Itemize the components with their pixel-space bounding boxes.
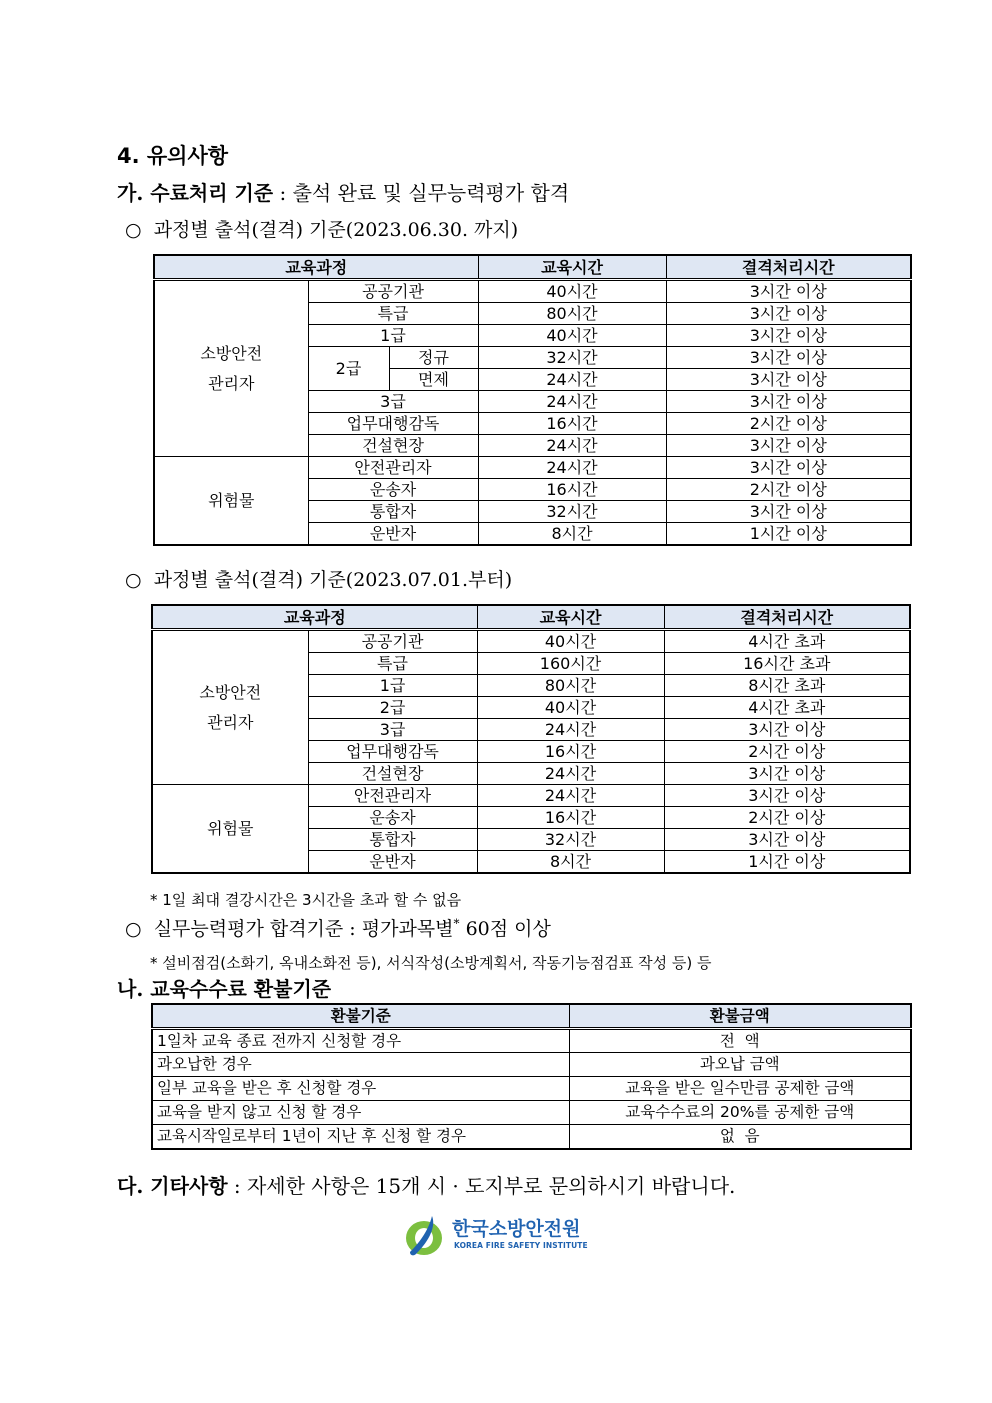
header-criteria: 환불기준 (152, 1004, 569, 1029)
hours-cell: 80시간 (477, 675, 664, 697)
hours-cell: 16시간 (478, 479, 666, 501)
hours-cell: 24시간 (477, 785, 664, 807)
table2-heading (125, 565, 512, 592)
limit-cell: 4시간 초과 (664, 630, 910, 653)
amount-cell: 전 액 (569, 1029, 911, 1053)
criteria-cell: 1일차 교육 종료 전까지 신청할 경우 (152, 1029, 569, 1053)
bullet-circle-icon: ○ (125, 219, 142, 241)
table-row (154, 280, 911, 303)
course-cell: 안전관리자 (308, 457, 478, 479)
course-cell: 특급 (308, 653, 477, 675)
kfsi-emblem-icon (402, 1214, 448, 1258)
hours-cell: 24시간 (478, 457, 666, 479)
refund-table (151, 1003, 912, 1150)
hours-cell: 32시간 (478, 347, 666, 369)
hours-cell: 8시간 (477, 851, 664, 874)
header-limit: 결격처리시간 (664, 605, 910, 630)
amount-cell: 교육을 받은 일수만큼 공제한 금액 (569, 1077, 911, 1101)
course-cell: 통합자 (308, 829, 477, 851)
hours-cell: 40시간 (478, 325, 666, 347)
limit-cell: 3시간 이상 (666, 347, 911, 369)
evaluation-score: 60점 이상 (459, 918, 551, 940)
limit-cell: 4시간 초과 (664, 697, 910, 719)
group-label-line2: 관리자 (207, 712, 254, 732)
limit-cell: 3시간 이상 (666, 369, 911, 391)
hours-cell: 80시간 (478, 303, 666, 325)
limit-cell: 3시간 이상 (664, 785, 910, 807)
kfsi-logo (402, 1214, 602, 1258)
course-cell: 1급 (308, 325, 478, 347)
logo-name-english: KOREA FIRE SAFETY INSTITUTE (454, 1241, 588, 1250)
group-label-line1: 소방안전 (200, 343, 263, 363)
course-cell: 1급 (308, 675, 477, 697)
limit-cell: 3시간 이상 (664, 829, 910, 851)
table-row (152, 1101, 911, 1125)
header-hours: 교육시간 (478, 255, 666, 280)
header-course: 교육과정 (152, 605, 477, 630)
course-cell: 3급 (308, 719, 477, 741)
course-cell: 업무대행감독 (308, 413, 478, 435)
table-header-row (154, 255, 911, 280)
attendance-table-before (153, 254, 912, 546)
hours-cell: 24시간 (478, 435, 666, 457)
table-row (152, 630, 910, 653)
table1-heading (125, 215, 518, 242)
table-row (152, 1077, 911, 1101)
criteria-cell: 교육시작일로부터 1년이 지난 후 신청 할 경우 (152, 1125, 569, 1149)
hours-cell: 24시간 (478, 369, 666, 391)
hours-cell: 160시간 (477, 653, 664, 675)
limit-cell: 3시간 이상 (664, 719, 910, 741)
limit-cell: 3시간 이상 (666, 457, 911, 479)
limit-cell: 1시간 이상 (664, 851, 910, 874)
group-fire-safety-manager (154, 280, 308, 457)
course-cell: 운송자 (308, 807, 477, 829)
header-amount: 환불금액 (569, 1004, 911, 1029)
hours-cell: 24시간 (477, 719, 664, 741)
hours-cell: 16시간 (477, 807, 664, 829)
hours-cell: 8시간 (478, 523, 666, 546)
limit-cell: 16시간 초과 (664, 653, 910, 675)
evaluation-criteria (125, 914, 551, 941)
course-cell: 안전관리자 (308, 785, 477, 807)
table1-title: 과정별 출석(결격) 기준(2023.06.30. 까지) (153, 219, 519, 241)
criteria-cell: 일부 교육을 받은 후 신청할 경우 (152, 1077, 569, 1101)
header-limit: 결격처리시간 (666, 255, 911, 280)
course-cell: 운반자 (308, 851, 477, 874)
table-row (152, 785, 910, 807)
hours-cell: 16시간 (477, 741, 664, 763)
limit-cell: 2시간 이상 (666, 479, 911, 501)
logo-name-korean: 한국소방안전원 (452, 1218, 581, 1240)
group-hazardous-materials: 위험물 (154, 457, 308, 546)
header-course: 교육과정 (154, 255, 478, 280)
limit-cell: 8시간 초과 (664, 675, 910, 697)
limit-cell: 3시간 이상 (666, 501, 911, 523)
limit-cell: 2시간 이상 (666, 413, 911, 435)
refund-label: 나. 교육수수료 환불기준 (117, 977, 332, 1001)
other-notes (117, 1170, 735, 1199)
amount-cell: 교육수수료의 20%를 공제한 금액 (569, 1101, 911, 1125)
limit-cell: 3시간 이상 (666, 280, 911, 303)
footnote-marker: * (453, 916, 460, 931)
completion-criteria (117, 177, 569, 206)
limit-cell: 2시간 이상 (664, 741, 910, 763)
course-cell: 통합자 (308, 501, 478, 523)
hours-cell: 32시간 (478, 501, 666, 523)
limit-cell: 3시간 이상 (666, 325, 911, 347)
limit-cell: 3시간 이상 (666, 435, 911, 457)
evaluation-note: * 설비점검(소화기, 옥내소화전 등), 서식작성(소방계획서, 작동기능점검표 작성 등) 등 (150, 954, 712, 972)
limit-cell: 3시간 이상 (666, 391, 911, 413)
limit-cell: 2시간 이상 (664, 807, 910, 829)
bullet-circle-icon: ○ (125, 918, 142, 940)
hours-cell: 24시간 (478, 391, 666, 413)
grade2-cell: 2급 (308, 347, 389, 391)
hours-cell: 40시간 (477, 697, 664, 719)
table-header-row (152, 1004, 911, 1029)
hours-cell: 40시간 (477, 630, 664, 653)
criteria-cell: 과오납한 경우 (152, 1053, 569, 1077)
hours-cell: 32시간 (477, 829, 664, 851)
amount-cell: 과오납 금액 (569, 1053, 911, 1077)
course-cell: 업무대행감독 (308, 741, 477, 763)
amount-cell: 없 음 (569, 1125, 911, 1149)
limit-cell: 1시간 이상 (666, 523, 911, 546)
hours-cell: 40시간 (478, 280, 666, 303)
bullet-circle-icon: ○ (125, 569, 142, 591)
criteria-cell: 교육을 받지 않고 신청 할 경우 (152, 1101, 569, 1125)
table-row (152, 1125, 911, 1149)
absence-note: * 1일 최대 결강시간은 3시간을 초과 할 수 없음 (150, 891, 462, 909)
table2-title: 과정별 출석(결격) 기준(2023.07.01.부터) (153, 569, 513, 591)
table-row (154, 457, 911, 479)
limit-cell: 3시간 이상 (664, 763, 910, 785)
attendance-table-after (151, 604, 911, 874)
course-cell: 정규 (389, 347, 478, 369)
completion-text: : 출석 완료 및 실무능력평가 합격 (273, 181, 570, 205)
other-label: 다. 기타사항 (117, 1174, 228, 1198)
course-cell: 3급 (308, 391, 478, 413)
limit-cell: 3시간 이상 (666, 303, 911, 325)
course-cell: 건설현장 (308, 435, 478, 457)
course-cell: 특급 (308, 303, 478, 325)
refund-heading (117, 973, 331, 1002)
group-hazardous-materials: 위험물 (152, 785, 308, 874)
completion-label: 가. 수료처리 기준 (117, 181, 274, 205)
course-cell: 공공기관 (308, 280, 478, 303)
hours-cell: 24시간 (477, 763, 664, 785)
section-title: 4. 유의사항 (117, 144, 229, 168)
course-cell: 2급 (308, 697, 477, 719)
other-text: : 자세한 사항은 15개 시 · 도지부로 문의하시기 바랍니다. (227, 1174, 736, 1198)
group-label-line2: 관리자 (208, 373, 255, 393)
hours-cell: 16시간 (478, 413, 666, 435)
header-hours: 교육시간 (477, 605, 664, 630)
course-cell: 운반자 (308, 523, 478, 546)
course-cell: 공공기관 (308, 630, 477, 653)
group-fire-safety-manager (152, 630, 308, 785)
evaluation-text: 실무능력평가 합격기준 : 평가과목별 (153, 918, 454, 940)
course-cell: 건설현장 (308, 763, 477, 785)
course-cell: 운송자 (308, 479, 478, 501)
group-label-line1: 소방안전 (199, 682, 262, 702)
table-row (152, 1029, 911, 1053)
table-row (152, 1053, 911, 1077)
table-header-row (152, 605, 910, 630)
course-cell: 면제 (389, 369, 478, 391)
